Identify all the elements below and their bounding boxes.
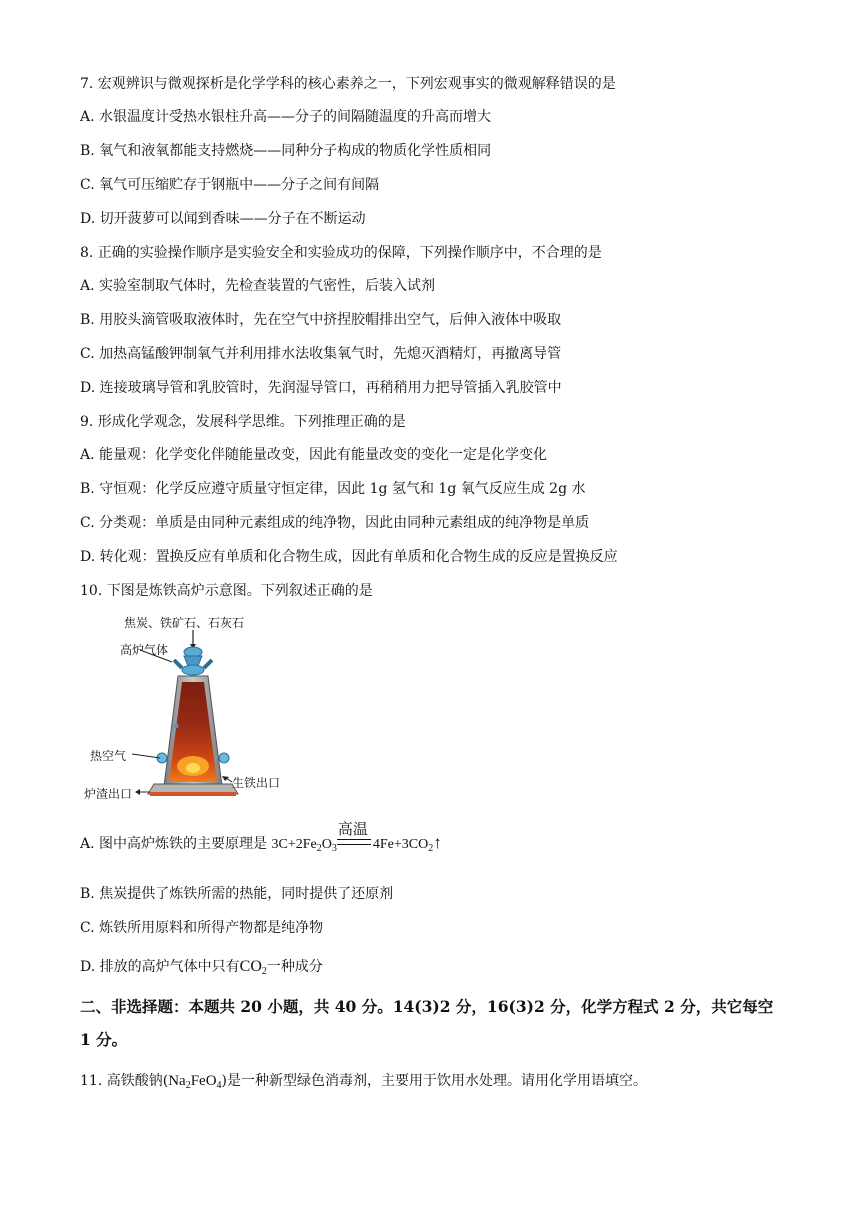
q7-option-d: D. 切开菠萝可以闻到香味——分子在不断运动: [80, 211, 366, 227]
oxygen-symbol: O: [321, 837, 332, 852]
subscript: 4: [216, 1080, 222, 1091]
reaction-condition: [337, 822, 373, 852]
plus-sign: +: [287, 837, 296, 852]
q10-stem: 10. 下图是炼铁高炉示意图。下列叙述正确的是: [80, 583, 373, 599]
figure-label-slag: 炉渣出口: [84, 787, 133, 801]
blast-furnace-figure: [80, 606, 310, 806]
q10-option-b: B. 焦炭提供了炼铁所需的热能，同时提供了还原剂: [80, 886, 394, 902]
q9-option-a: A. 能量观：化学变化伴随能量改变，因此有能量改变的变化一定是化学变化: [80, 447, 548, 463]
reaction-equation: [271, 822, 442, 854]
q7-option-b: B. 氧气和液氧都能支持燃烧——同种分子构成的物质化学性质相同: [80, 143, 492, 159]
q8-stem: 8. 正确的实验操作顺序是实验安全和实验成功的保障，下列操作顺序中，不合理的是: [80, 245, 602, 261]
q10-option-a: [80, 822, 442, 858]
subscript: 3: [331, 843, 337, 854]
q9-option-d: D. 转化观：置换反应有单质和化合物生成，因此有单质和化合物生成的反应是置换反应: [80, 549, 618, 565]
q11-stem: [80, 1072, 647, 1095]
co2-formula: CO: [239, 958, 262, 975]
q8-option-a: A. 实验室制取气体时，先检查装置的气密性，后装入试剂: [80, 278, 436, 294]
subscript: 2: [261, 966, 267, 977]
ferrate-symbol: FeO: [190, 1073, 217, 1089]
q9-option-c: C. 分类观：单质是由同种元素组成的纯净物，因此由同种元素组成的纯净物是单质: [80, 515, 590, 531]
condition-label: 高温: [337, 822, 368, 838]
equals-sign: [337, 839, 371, 845]
reactant-iron-oxide: 2Fe: [295, 837, 317, 852]
q7-option-c: C. 氧气可压缩贮存于钢瓶中——分子之间有间隔: [80, 177, 380, 193]
figure-label-feed: 焦炭、铁矿石、石灰石: [124, 616, 245, 630]
q8-option-d: D. 连接玻璃导管和乳胶管时，先润湿导管口，再稍稍用力把导管插入乳胶管中: [80, 380, 562, 396]
q7-stem: 7. 宏观辨识与微观探析是化学学科的核心素养之一，下列宏观事实的微观解释错误的是: [80, 76, 616, 92]
product-co2: 3CO: [401, 837, 429, 852]
figure-label-gas: 高炉气体: [120, 643, 169, 657]
q7-option-a: A. 水银温度计受热水银柱升高——分子的间隔随温度的升高而增大: [80, 109, 492, 125]
q10-option-d: [80, 958, 323, 981]
q9-option-b: B. 守恒观：化学反应遵守质量守恒定律，因此 1g 氢气和 1g 氧气反应生成 2g 水: [80, 481, 586, 497]
q10-option-a-text: A. 图中高炉炼铁的主要原理是: [80, 836, 268, 852]
q11-prefix: 11. 高铁酸钠(: [80, 1073, 169, 1089]
q8-option-c: C. 加热高锰酸钾制氧气并利用排水法收集氧气时，先熄灭酒精灯，再撤离导管: [80, 346, 562, 362]
subscript: 2: [316, 843, 322, 854]
section-2-heading-cont: 1 分。: [80, 1030, 128, 1049]
subscript: 2: [428, 843, 434, 854]
gas-arrow-icon: ↑: [433, 833, 442, 852]
q8-option-b: B. 用胶头滴管吸取液体时，先在空气中挤捏胶帽排出空气，后伸入液体中吸取: [80, 312, 562, 328]
section-2-heading: 二、非选择题：本题共 20 小题，共 40 分。14(3)2 分，16(3)2 分，化学方程式 2 分，共它每空: [80, 997, 774, 1016]
q11-suffix: )是一种新型绿色消毒剂，主要用于饮用水处理。请用化学用语填空。: [221, 1073, 647, 1089]
q10-option-d-suffix: 一种成分: [266, 959, 323, 975]
plus-sign: +: [393, 837, 402, 852]
subscript: 2: [185, 1080, 191, 1091]
q9-stem: 9. 形成化学观念，发展科学思维。下列推理正确的是: [80, 414, 406, 430]
q10-option-c: C. 炼铁所用原料和所得产物都是纯净物: [80, 920, 324, 936]
reactant-carbon: 3C: [271, 837, 288, 852]
q10-option-d-text: D. 排放的高炉气体中只有: [80, 959, 240, 975]
sodium-symbol: Na: [168, 1073, 186, 1089]
figure-label-hot-air: 热空气: [90, 749, 127, 763]
product-iron: 4Fe: [372, 837, 394, 852]
figure-label-iron: 生铁出口: [232, 776, 281, 790]
